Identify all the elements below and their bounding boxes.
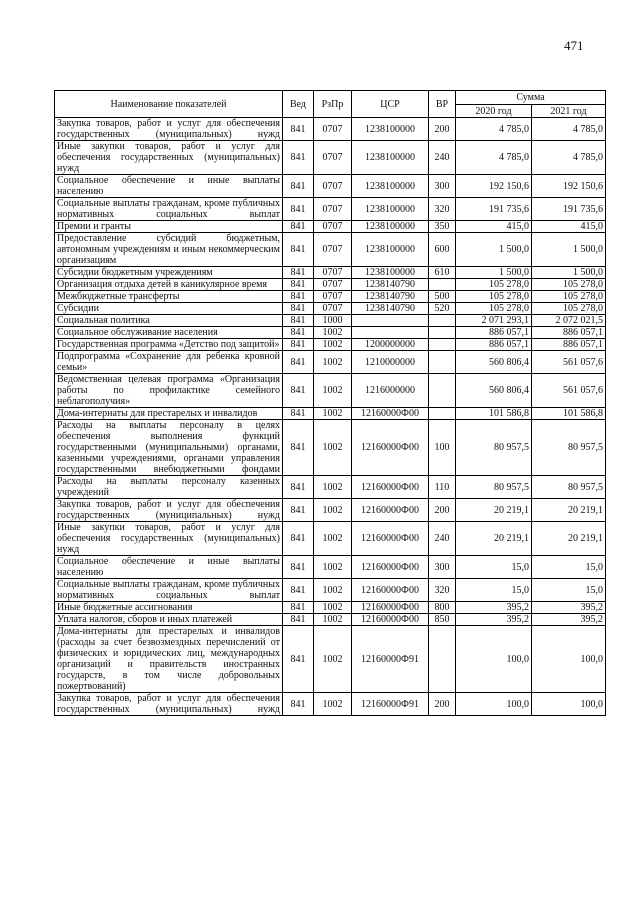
cell-sum-2021: 80 957,5 — [532, 476, 606, 499]
cell-sum-2021: 101 586,8 — [532, 408, 606, 420]
cell-rzpr: 0707 — [314, 221, 352, 233]
cell-sum-2021: 2 072 021,5 — [532, 315, 606, 327]
header-year-2021: 2021 год — [532, 105, 606, 118]
cell-vr — [429, 339, 456, 351]
cell-sum-2021: 191 735,6 — [532, 198, 606, 221]
cell-sum-2020: 4 785,0 — [456, 118, 532, 141]
table-row — [55, 602, 606, 614]
table-row — [55, 693, 606, 716]
cell-name: Социальные выплаты гражданам, кроме публичных нормативных социальных выплат — [55, 198, 283, 221]
table-body — [55, 118, 606, 716]
header-name: Наименование показателей — [55, 91, 283, 118]
header-vr: ВР — [429, 91, 456, 118]
page-number: 471 — [564, 38, 584, 53]
cell-sum-2020: 20 219,1 — [456, 522, 532, 556]
table-row — [55, 315, 606, 327]
table-row — [55, 556, 606, 579]
cell-ved: 841 — [283, 303, 314, 315]
cell-vr — [429, 374, 456, 408]
cell-name: Иные закупки товаров, работ и услуг для обеспечения государственных (муниципальных) нужд — [55, 522, 283, 556]
cell-vr — [429, 327, 456, 339]
cell-ved: 841 — [283, 408, 314, 420]
cell-vr: 610 — [429, 267, 456, 279]
table-row — [55, 499, 606, 522]
cell-ved: 841 — [283, 291, 314, 303]
table-row — [55, 614, 606, 626]
cell-name: Закупка товаров, работ и услуг для обеспечения государственных (муниципальных) нужд — [55, 118, 283, 141]
cell-ved: 841 — [283, 626, 314, 693]
cell-sum-2021: 886 057,1 — [532, 327, 606, 339]
table-row — [55, 522, 606, 556]
cell-rzpr: 1002 — [314, 522, 352, 556]
cell-sum-2021: 561 057,6 — [532, 374, 606, 408]
cell-sum-2020: 105 278,0 — [456, 303, 532, 315]
cell-csr: 1238140790 — [352, 303, 429, 315]
table-row — [55, 118, 606, 141]
cell-sum-2021: 4 785,0 — [532, 141, 606, 175]
header-ved: Вед — [283, 91, 314, 118]
cell-name: Иные закупки товаров, работ и услуг для обеспечения государственных (муниципальных) нужд — [55, 141, 283, 175]
cell-rzpr: 1002 — [314, 614, 352, 626]
header-rzpr: РзПр — [314, 91, 352, 118]
cell-csr: 1238100000 — [352, 198, 429, 221]
cell-rzpr: 0707 — [314, 291, 352, 303]
table-row — [55, 303, 606, 315]
table-row — [55, 351, 606, 374]
cell-sum-2021: 105 278,0 — [532, 303, 606, 315]
cell-sum-2021: 4 785,0 — [532, 118, 606, 141]
cell-csr: 12160000Ф00 — [352, 602, 429, 614]
cell-ved: 841 — [283, 315, 314, 327]
cell-csr: 1238100000 — [352, 175, 429, 198]
cell-sum-2020: 80 957,5 — [456, 476, 532, 499]
cell-csr: 12160000Ф91 — [352, 693, 429, 716]
cell-rzpr: 0707 — [314, 233, 352, 267]
header-csr: ЦСР — [352, 91, 429, 118]
cell-sum-2021: 15,0 — [532, 556, 606, 579]
cell-name: Организация отдыха детей в каникулярное время — [55, 279, 283, 291]
cell-csr: 12160000Ф00 — [352, 614, 429, 626]
cell-vr — [429, 626, 456, 693]
cell-vr: 300 — [429, 556, 456, 579]
cell-ved: 841 — [283, 522, 314, 556]
cell-name: Социальное обслуживание населения — [55, 327, 283, 339]
cell-ved: 841 — [283, 693, 314, 716]
cell-name: Предоставление субсидий бюджетным, автономным учреждениям и иным некоммерческим организациям — [55, 233, 283, 267]
table-row — [55, 221, 606, 233]
cell-sum-2021: 105 278,0 — [532, 279, 606, 291]
cell-vr: 240 — [429, 141, 456, 175]
cell-name: Социальное обеспечение и иные выплаты населению — [55, 175, 283, 198]
cell-ved: 841 — [283, 420, 314, 476]
cell-sum-2020: 395,2 — [456, 602, 532, 614]
header-year-2020: 2020 год — [456, 105, 532, 118]
cell-csr: 12160000Ф00 — [352, 579, 429, 602]
cell-sum-2020: 80 957,5 — [456, 420, 532, 476]
cell-sum-2020: 15,0 — [456, 556, 532, 579]
cell-name: Расходы на выплаты персоналу казенных учреждений — [55, 476, 283, 499]
cell-ved: 841 — [283, 499, 314, 522]
cell-sum-2021: 886 057,1 — [532, 339, 606, 351]
header-sum: Сумма — [456, 91, 606, 105]
cell-sum-2020: 100,0 — [456, 626, 532, 693]
cell-vr: 320 — [429, 579, 456, 602]
table-row — [55, 279, 606, 291]
cell-ved: 841 — [283, 327, 314, 339]
cell-sum-2021: 20 219,1 — [532, 499, 606, 522]
cell-rzpr: 0707 — [314, 118, 352, 141]
cell-name: Дома-интернаты для престарелых и инвалидов — [55, 408, 283, 420]
cell-rzpr: 1002 — [314, 579, 352, 602]
cell-csr: 12160000Ф91 — [352, 626, 429, 693]
cell-rzpr: 1002 — [314, 408, 352, 420]
cell-ved: 841 — [283, 267, 314, 279]
cell-ved: 841 — [283, 579, 314, 602]
cell-name: Субсидии бюджетным учреждениям — [55, 267, 283, 279]
cell-rzpr: 1002 — [314, 693, 352, 716]
cell-vr — [429, 315, 456, 327]
cell-ved: 841 — [283, 118, 314, 141]
cell-csr: 1238100000 — [352, 221, 429, 233]
cell-csr: 12160000Ф00 — [352, 476, 429, 499]
cell-rzpr: 0707 — [314, 267, 352, 279]
cell-vr: 520 — [429, 303, 456, 315]
cell-rzpr: 1002 — [314, 351, 352, 374]
cell-csr: 1238100000 — [352, 141, 429, 175]
cell-sum-2020: 415,0 — [456, 221, 532, 233]
cell-ved: 841 — [283, 351, 314, 374]
cell-vr: 300 — [429, 175, 456, 198]
table-row — [55, 579, 606, 602]
table-row — [55, 339, 606, 351]
cell-vr — [429, 408, 456, 420]
cell-sum-2020: 101 586,8 — [456, 408, 532, 420]
cell-sum-2021: 395,2 — [532, 602, 606, 614]
cell-name: Расходы на выплаты персоналу в целях обеспечения выполнения функций государственными (муниципальными) органами, казенными учреждениями, органами управления государственными внебюджетными фондами — [55, 420, 283, 476]
cell-vr — [429, 351, 456, 374]
cell-sum-2021: 100,0 — [532, 626, 606, 693]
cell-rzpr: 1002 — [314, 556, 352, 579]
cell-name: Закупка товаров, работ и услуг для обеспечения государственных (муниципальных) нужд — [55, 499, 283, 522]
cell-rzpr: 0707 — [314, 175, 352, 198]
cell-ved: 841 — [283, 141, 314, 175]
table-row — [55, 374, 606, 408]
cell-name: Субсидии — [55, 303, 283, 315]
cell-sum-2020: 105 278,0 — [456, 279, 532, 291]
cell-ved: 841 — [283, 198, 314, 221]
cell-vr: 240 — [429, 522, 456, 556]
cell-ved: 841 — [283, 602, 314, 614]
cell-sum-2021: 20 219,1 — [532, 522, 606, 556]
cell-sum-2021: 395,2 — [532, 614, 606, 626]
cell-vr: 350 — [429, 221, 456, 233]
cell-rzpr: 0707 — [314, 198, 352, 221]
cell-ved: 841 — [283, 175, 314, 198]
cell-ved: 841 — [283, 556, 314, 579]
table-row — [55, 291, 606, 303]
cell-rzpr: 1002 — [314, 327, 352, 339]
cell-sum-2021: 105 278,0 — [532, 291, 606, 303]
cell-name: Социальное обеспечение и иные выплаты населению — [55, 556, 283, 579]
cell-ved: 841 — [283, 279, 314, 291]
cell-csr: 1216000000 — [352, 374, 429, 408]
cell-ved: 841 — [283, 374, 314, 408]
cell-name: Социальные выплаты гражданам, кроме публичных нормативных социальных выплат — [55, 579, 283, 602]
table-row — [55, 175, 606, 198]
cell-csr: 1238140790 — [352, 279, 429, 291]
cell-sum-2020: 105 278,0 — [456, 291, 532, 303]
cell-rzpr: 1002 — [314, 374, 352, 408]
cell-vr: 320 — [429, 198, 456, 221]
cell-sum-2020: 395,2 — [456, 614, 532, 626]
table-row — [55, 141, 606, 175]
cell-csr: 12160000Ф00 — [352, 499, 429, 522]
cell-name: Социальная политика — [55, 315, 283, 327]
table-row — [55, 420, 606, 476]
table-row — [55, 198, 606, 221]
cell-rzpr: 1002 — [314, 602, 352, 614]
cell-ved: 841 — [283, 339, 314, 351]
cell-rzpr: 0707 — [314, 303, 352, 315]
table-row — [55, 408, 606, 420]
cell-csr — [352, 315, 429, 327]
cell-csr: 1238100000 — [352, 233, 429, 267]
cell-name: Премии и гранты — [55, 221, 283, 233]
cell-name: Закупка товаров, работ и услуг для обеспечения государственных (муниципальных) нужд — [55, 693, 283, 716]
cell-sum-2021: 561 057,6 — [532, 351, 606, 374]
cell-ved: 841 — [283, 614, 314, 626]
cell-vr: 110 — [429, 476, 456, 499]
cell-vr: 500 — [429, 291, 456, 303]
cell-rzpr: 1002 — [314, 499, 352, 522]
cell-csr: 1238140790 — [352, 291, 429, 303]
cell-vr: 200 — [429, 118, 456, 141]
cell-rzpr: 0707 — [314, 279, 352, 291]
cell-sum-2020: 886 057,1 — [456, 339, 532, 351]
cell-name: Уплата налогов, сборов и иных платежей — [55, 614, 283, 626]
cell-sum-2020: 1 500,0 — [456, 233, 532, 267]
cell-rzpr: 0707 — [314, 141, 352, 175]
cell-name: Дома-интернаты для престарелых и инвалидов (расходы за счет безвозмездных перечислений от физических и юридических лиц, международных организаций и правительств иностранных государств, в том числе добровольных пожертвований) — [55, 626, 283, 693]
cell-sum-2020: 2 071 293,1 — [456, 315, 532, 327]
budget-table — [54, 90, 606, 716]
cell-sum-2021: 415,0 — [532, 221, 606, 233]
cell-rzpr: 1002 — [314, 339, 352, 351]
cell-csr: 1238100000 — [352, 267, 429, 279]
cell-name: Иные бюджетные ассигнования — [55, 602, 283, 614]
cell-sum-2020: 560 806,4 — [456, 374, 532, 408]
cell-sum-2021: 1 500,0 — [532, 233, 606, 267]
cell-csr — [352, 327, 429, 339]
cell-csr: 12160000Ф00 — [352, 556, 429, 579]
cell-ved: 841 — [283, 476, 314, 499]
cell-vr — [429, 279, 456, 291]
cell-sum-2020: 191 735,6 — [456, 198, 532, 221]
cell-csr: 1210000000 — [352, 351, 429, 374]
cell-sum-2020: 1 500,0 — [456, 267, 532, 279]
cell-sum-2021: 100,0 — [532, 693, 606, 716]
cell-sum-2020: 20 219,1 — [456, 499, 532, 522]
table-row — [55, 233, 606, 267]
cell-rzpr: 1002 — [314, 476, 352, 499]
cell-ved: 841 — [283, 233, 314, 267]
table-row — [55, 476, 606, 499]
table-row — [55, 267, 606, 279]
cell-vr: 850 — [429, 614, 456, 626]
cell-csr: 1238100000 — [352, 118, 429, 141]
table-row — [55, 626, 606, 693]
cell-sum-2021: 15,0 — [532, 579, 606, 602]
cell-name: Подпрограмма «Сохранение для ребенка кровной семьи» — [55, 351, 283, 374]
cell-vr: 200 — [429, 499, 456, 522]
cell-sum-2020: 560 806,4 — [456, 351, 532, 374]
cell-name: Межбюджетные трансферты — [55, 291, 283, 303]
cell-sum-2020: 4 785,0 — [456, 141, 532, 175]
cell-vr: 600 — [429, 233, 456, 267]
cell-csr: 12160000Ф00 — [352, 522, 429, 556]
cell-rzpr: 1002 — [314, 420, 352, 476]
cell-name: Государственная программа «Детство под защитой» — [55, 339, 283, 351]
cell-sum-2020: 886 057,1 — [456, 327, 532, 339]
cell-csr: 1200000000 — [352, 339, 429, 351]
cell-rzpr: 1000 — [314, 315, 352, 327]
cell-sum-2021: 1 500,0 — [532, 267, 606, 279]
table-header — [55, 91, 606, 118]
cell-vr: 800 — [429, 602, 456, 614]
cell-sum-2020: 15,0 — [456, 579, 532, 602]
cell-vr: 200 — [429, 693, 456, 716]
cell-rzpr: 1002 — [314, 626, 352, 693]
cell-vr: 100 — [429, 420, 456, 476]
cell-sum-2021: 192 150,6 — [532, 175, 606, 198]
cell-csr: 12160000Ф00 — [352, 408, 429, 420]
cell-sum-2021: 80 957,5 — [532, 420, 606, 476]
cell-csr: 12160000Ф00 — [352, 420, 429, 476]
cell-sum-2020: 100,0 — [456, 693, 532, 716]
cell-ved: 841 — [283, 221, 314, 233]
table-row — [55, 327, 606, 339]
cell-name: Ведомственная целевая программа «Организация работы по профилактике семейного неблагополучия» — [55, 374, 283, 408]
cell-sum-2020: 192 150,6 — [456, 175, 532, 198]
